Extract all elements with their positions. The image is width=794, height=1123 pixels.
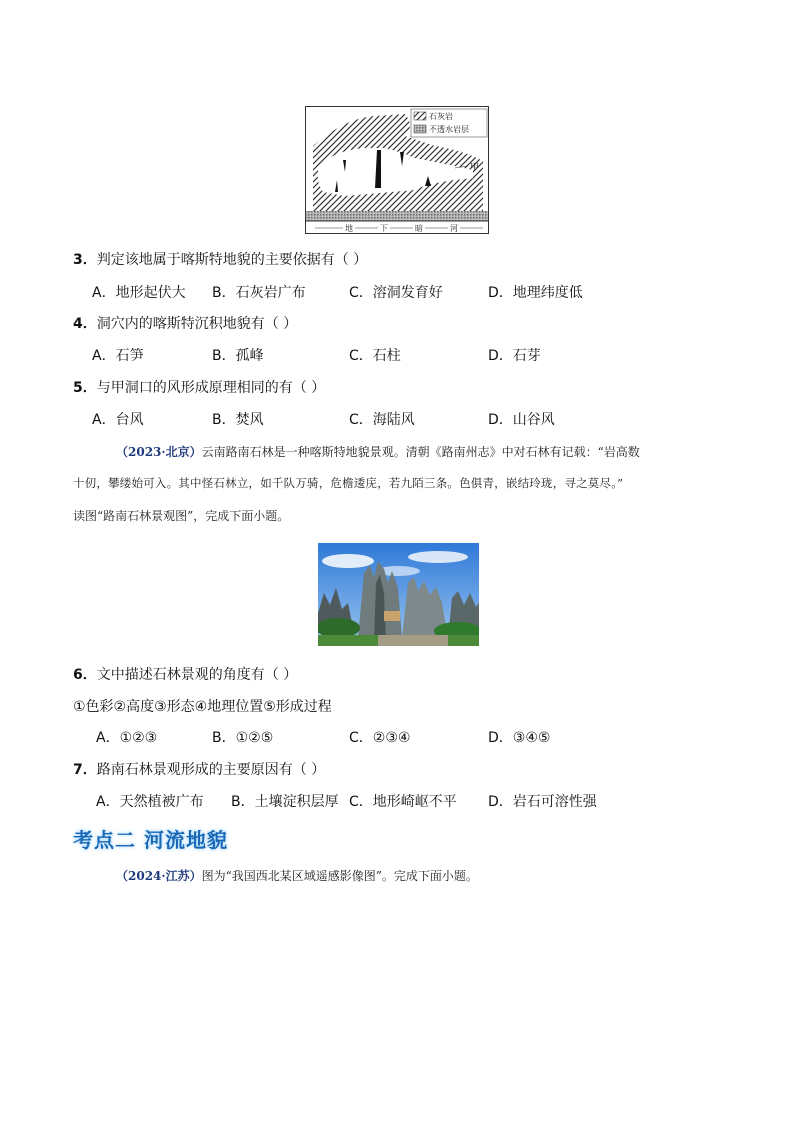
option-c[interactable]: C．②③④ [349,730,411,746]
option-a[interactable]: A．地形起伏大 [92,285,186,301]
passage-text: 云南路南石林是一种喀斯特地貌景观。清朝《路南州志》中对石林有记载：“岩高数 [201,445,640,459]
option-c[interactable]: C．石柱 [349,348,401,364]
option-a[interactable]: A．台风 [92,412,144,428]
question-text: 文中描述石林景观的角度有（ ） [96,667,298,683]
question-6-items: ①色彩②高度③形态④地理位置⑤形成过程 [73,699,332,715]
question-text: 判定该地属于喀斯特地貌的主要依据有（ ） [96,252,368,268]
option-c[interactable]: C．溶洞发育好 [349,285,443,301]
option-b[interactable]: B．孤峰 [212,348,264,364]
river-label-4: 河 [450,224,458,233]
river-label-2: 下 [380,224,388,233]
passage2-line [116,867,716,884]
option-a[interactable]: A．天然植被广布 [96,794,204,810]
stone-forest-svg [318,543,479,646]
option-b[interactable]: B．石灰岩广布 [212,285,306,301]
legend-limestone: 石灰岩 [429,112,453,121]
option-a[interactable]: A．①②③ [96,730,158,746]
label-jia: 甲 [470,163,480,173]
question-5 [73,379,325,397]
section-heading: 考点二 河流地貌 [73,828,228,852]
option-c[interactable]: C．海陆风 [349,412,415,428]
question-number: 7． [73,762,97,778]
question-number: 6． [73,667,97,683]
question-3 [73,251,367,269]
legend-impervious: 不透水岩层 [429,125,469,134]
question-7 [73,761,325,779]
river-label-1: 地 [345,224,353,233]
option-b[interactable]: B．土壤淀积层厚 [231,794,339,810]
karst-cave-diagram [305,106,489,234]
option-b[interactable]: B．焚风 [212,412,264,428]
passage2-text: 图为“我国西北某区域遥感影像图”。完成下面小题。 [201,869,478,883]
passage-line-3: 读图“路南石林景观图”，完成下面小题。 [73,509,290,523]
option-d[interactable]: D．山谷风 [488,412,555,428]
passage-source: （2023·北京） [116,445,202,459]
question-text: 路南石林景观形成的主要原因有（ ） [96,762,326,778]
passage2-source: （2024·江苏） [116,869,202,883]
karst-cave-svg [305,106,489,234]
option-d[interactable]: D．岩石可溶性强 [488,794,597,810]
question-text: 洞穴内的喀斯特沉积地貌有（ ） [96,316,298,332]
river-label-3: 暗 [415,224,423,233]
option-d[interactable]: D．③④⑤ [488,730,551,746]
question-text: 与甲洞口的风形成原理相同的有（ ） [96,380,326,396]
question-number: 3． [73,252,97,268]
question-number: 4． [73,316,97,332]
option-a[interactable]: A．石笋 [92,348,144,364]
question-6 [73,666,297,684]
option-d[interactable]: D．石芽 [488,348,541,364]
stone-forest-photo [318,543,479,646]
passage-line-1 [116,443,736,460]
option-b[interactable]: B．①②⑤ [212,730,274,746]
question-4 [73,315,297,333]
question-number: 5． [73,380,97,396]
option-c[interactable]: C．地形崎岖不平 [349,794,457,810]
option-d[interactable]: D．地理纬度低 [488,285,583,301]
passage-line-2: 十仞，攀缕始可入。其中怪石林立，如千队万骑，危檐逶庑，若九陌三条。色俱青，嵌结玲珑，寻之莫尽。” [73,476,624,490]
